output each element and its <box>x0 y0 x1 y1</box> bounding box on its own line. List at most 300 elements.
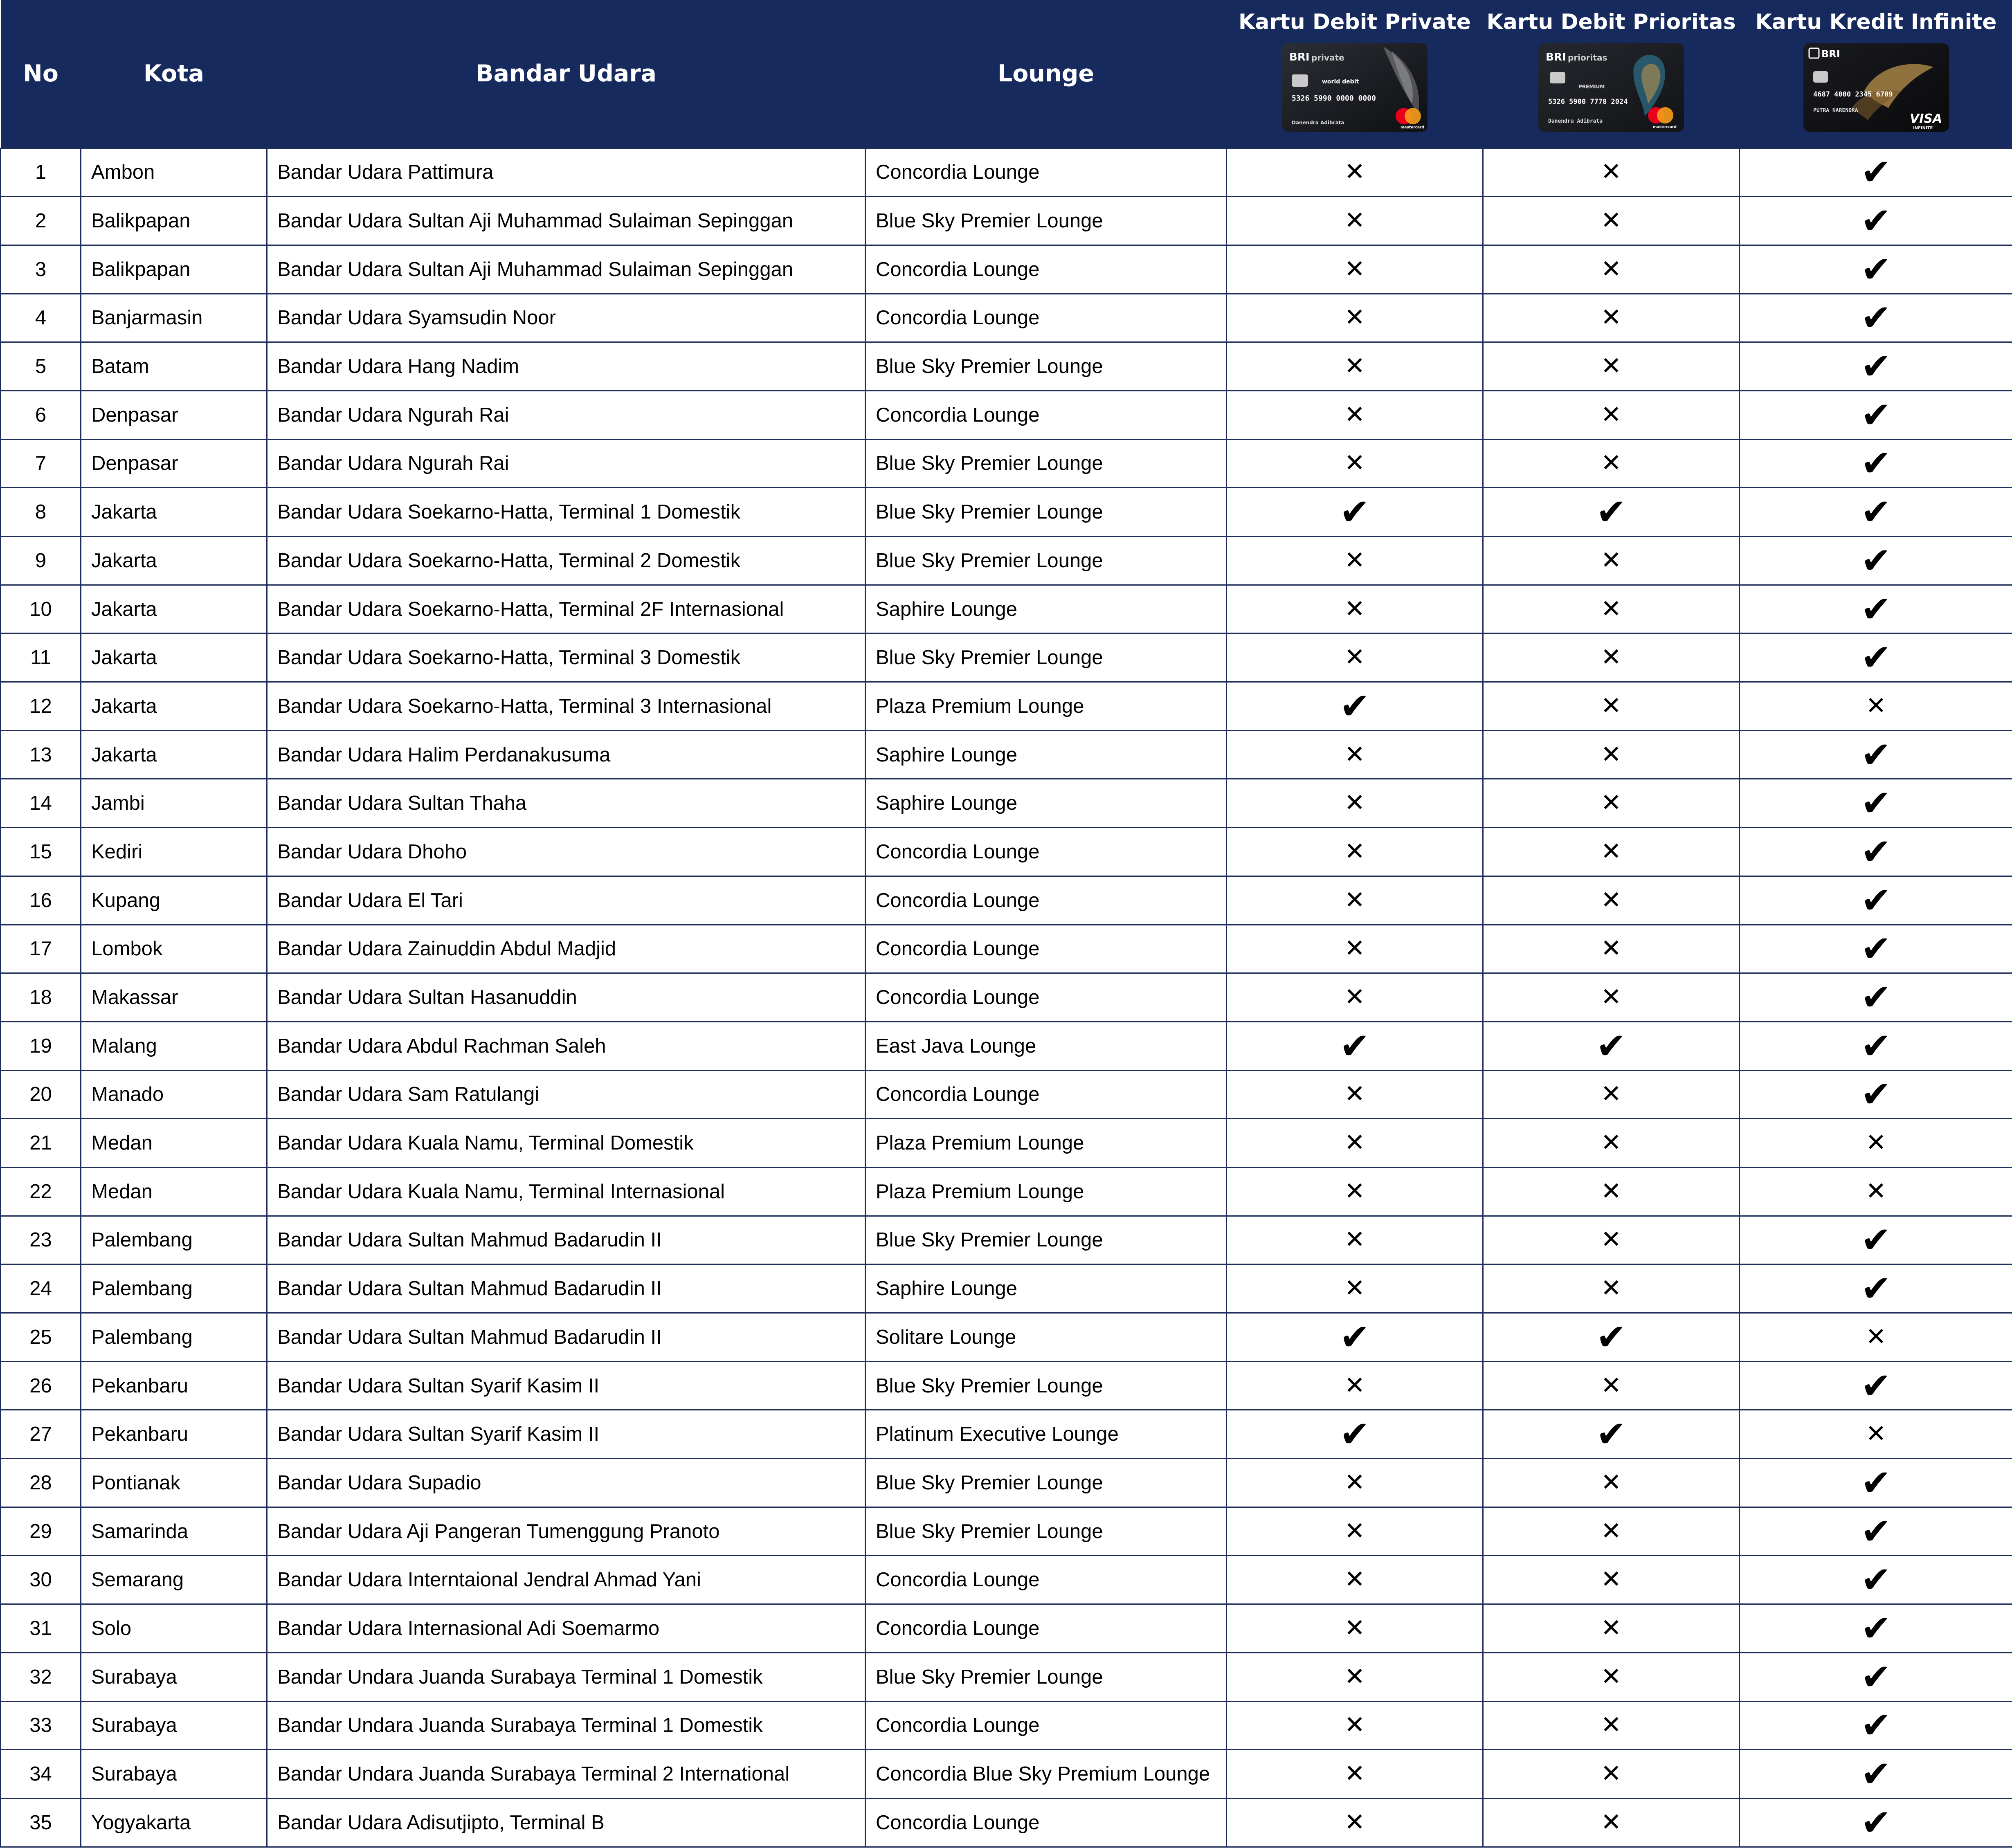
row-prioritas-access <box>1483 391 1740 439</box>
cross-icon: ✕ <box>1344 1371 1365 1400</box>
table-row <box>1 148 2012 197</box>
row-no: 23 <box>1 1216 81 1264</box>
row-kota: Denpasar <box>81 439 267 488</box>
check-icon: ✔ <box>1340 491 1370 533</box>
row-infinite-access <box>1740 1701 2012 1750</box>
row-private-access <box>1227 1119 1483 1168</box>
card-infinite-image <box>1803 43 1950 132</box>
cross-icon: ✕ <box>1601 254 1622 283</box>
cross-icon: ✕ <box>1601 1759 1622 1788</box>
row-lounge: Concordia Lounge <box>865 1070 1227 1119</box>
row-bandara: Bandar Udara Kuala Namu, Terminal Internasional <box>267 1167 865 1216</box>
row-private-access <box>1227 1604 1483 1653</box>
check-icon: ✔ <box>1861 830 1891 873</box>
row-prioritas-access <box>1483 1361 1740 1410</box>
card-private-holder: Danendra Adibrata <box>1292 120 1344 126</box>
row-bandara: Bandar Udara Soekarno-Hatta, Terminal 2F Internasional <box>267 585 865 633</box>
cross-icon: ✕ <box>1601 643 1622 672</box>
row-private-access <box>1227 973 1483 1022</box>
card-prioritas-brand: BRI <box>1546 51 1566 63</box>
row-infinite-access <box>1740 1507 2012 1556</box>
card-private-title: Kartu Debit Private <box>1238 10 1471 34</box>
row-private-access <box>1227 730 1483 779</box>
table-row <box>1 925 2012 973</box>
row-infinite-access <box>1740 1070 2012 1119</box>
row-bandara: Bandar Udara Soekarno-Hatta, Terminal 1 Domestik <box>267 488 865 537</box>
check-icon: ✔ <box>1861 442 1891 485</box>
cross-icon: ✕ <box>1344 837 1365 866</box>
cross-icon: ✕ <box>1344 449 1365 478</box>
row-bandara: Bandar Udara Halim Perdanakusuma <box>267 730 865 779</box>
check-icon: ✔ <box>1861 879 1891 921</box>
row-infinite-access <box>1740 1750 2012 1799</box>
check-icon: ✔ <box>1861 151 1891 193</box>
card-prioritas-chip <box>1550 72 1565 83</box>
table-row <box>1 585 2012 633</box>
row-lounge: East Java Lounge <box>865 1022 1227 1070</box>
row-lounge: Blue Sky Premier Lounge <box>865 197 1227 245</box>
cross-icon: ✕ <box>1601 546 1622 575</box>
row-bandara: Bandar Udara Internasional Adi Soemarmo <box>267 1604 865 1653</box>
row-prioritas-access <box>1483 342 1740 391</box>
row-private-access <box>1227 585 1483 633</box>
cross-icon: ✕ <box>1601 1662 1622 1691</box>
table-row <box>1 1701 2012 1750</box>
row-prioritas-access <box>1483 730 1740 779</box>
card-infinite-holder: PUTRA NARENDRA <box>1813 108 1858 114</box>
row-kota: Makassar <box>81 973 267 1022</box>
cross-icon: ✕ <box>1601 740 1622 769</box>
row-infinite-access <box>1740 488 2012 537</box>
row-infinite-access <box>1740 1313 2012 1362</box>
row-private-access <box>1227 682 1483 731</box>
table-body <box>1 148 2012 1847</box>
table-row <box>1 1313 2012 1362</box>
cross-icon: ✕ <box>1866 1419 1886 1448</box>
row-infinite-access <box>1740 148 2012 197</box>
row-private-access <box>1227 342 1483 391</box>
cross-icon: ✕ <box>1344 1080 1365 1109</box>
row-infinite-access <box>1740 245 2012 294</box>
row-private-access <box>1227 1507 1483 1556</box>
check-icon: ✔ <box>1861 1801 1891 1844</box>
row-lounge: Concordia Lounge <box>865 876 1227 925</box>
header-card-prioritas <box>1483 0 1740 148</box>
row-prioritas-access <box>1483 245 1740 294</box>
row-infinite-access <box>1740 294 2012 342</box>
row-bandara: Bandar Udara Supadio <box>267 1459 865 1507</box>
check-icon: ✔ <box>1861 927 1891 970</box>
card-infinite-network: VISA <box>1909 112 1942 126</box>
row-infinite-access <box>1740 682 2012 731</box>
row-prioritas-access <box>1483 925 1740 973</box>
row-bandara: Bandar Udara Ngurah Rai <box>267 391 865 439</box>
row-bandara: Bandar Udara Sam Ratulangi <box>267 1070 865 1119</box>
row-lounge: Concordia Lounge <box>865 1556 1227 1604</box>
cross-icon: ✕ <box>1344 157 1365 186</box>
row-kota: Palembang <box>81 1264 267 1313</box>
row-private-access <box>1227 1410 1483 1459</box>
card-prioritas-title: Kartu Debit Prioritas <box>1486 10 1736 34</box>
row-infinite-access <box>1740 1119 2012 1168</box>
table-row <box>1 1022 2012 1070</box>
check-icon: ✔ <box>1340 1413 1370 1455</box>
cross-icon: ✕ <box>1344 740 1365 769</box>
row-no: 7 <box>1 439 81 488</box>
card-prioritas-holder: Danendra Adibrata <box>1548 118 1603 124</box>
row-bandara: Bandar Udara Syamsudin Noor <box>267 294 865 342</box>
row-bandara: Bandar Undara Juanda Surabaya Terminal 1 Domestik <box>267 1653 865 1701</box>
cross-icon: ✕ <box>1344 1613 1365 1642</box>
cross-icon: ✕ <box>1344 1468 1365 1497</box>
row-no: 21 <box>1 1119 81 1168</box>
row-infinite-access <box>1740 1459 2012 1507</box>
row-bandara: Bandar Udara Sultan Aji Muhammad Sulaiman Sepinggan <box>267 245 865 294</box>
cross-icon: ✕ <box>1866 1322 1886 1351</box>
table-row <box>1 1167 2012 1216</box>
cross-icon: ✕ <box>1601 983 1622 1012</box>
row-lounge: Saphire Lounge <box>865 730 1227 779</box>
row-kota: Kediri <box>81 828 267 876</box>
row-infinite-access <box>1740 1022 2012 1070</box>
table-row <box>1 1750 2012 1799</box>
row-infinite-access <box>1740 585 2012 633</box>
cross-icon: ✕ <box>1601 1808 1622 1837</box>
row-prioritas-access <box>1483 1022 1740 1070</box>
table-row <box>1 1216 2012 1264</box>
table-row <box>1 1070 2012 1119</box>
table-row <box>1 537 2012 585</box>
cross-icon: ✕ <box>1344 352 1365 381</box>
row-bandara: Bandar Udara Sultan Syarif Kasim II <box>267 1361 865 1410</box>
row-bandara: Bandar Udara Abdul Rachman Saleh <box>267 1022 865 1070</box>
row-no: 35 <box>1 1798 81 1847</box>
row-infinite-access <box>1740 197 2012 245</box>
row-kota: Jakarta <box>81 682 267 731</box>
row-no: 9 <box>1 537 81 585</box>
table-row <box>1 730 2012 779</box>
cross-icon: ✕ <box>1344 934 1365 963</box>
row-no: 20 <box>1 1070 81 1119</box>
card-prioritas-network: mastercard <box>1653 125 1677 129</box>
row-prioritas-access <box>1483 1070 1740 1119</box>
row-prioritas-access <box>1483 1798 1740 1847</box>
row-no: 3 <box>1 245 81 294</box>
table-row <box>1 1604 2012 1653</box>
row-kota: Balikpapan <box>81 197 267 245</box>
cross-icon: ✕ <box>1601 157 1622 186</box>
card-infinite-tier: INFINITE <box>1913 126 1933 130</box>
row-private-access <box>1227 1459 1483 1507</box>
row-lounge: Plaza Premium Lounge <box>865 1167 1227 1216</box>
row-lounge: Concordia Lounge <box>865 973 1227 1022</box>
check-icon: ✔ <box>1861 1607 1891 1649</box>
table-row <box>1 1459 2012 1507</box>
row-prioritas-access <box>1483 537 1740 585</box>
table-row <box>1 876 2012 925</box>
row-infinite-access <box>1740 876 2012 925</box>
row-lounge: Solitare Lounge <box>865 1313 1227 1362</box>
cross-icon: ✕ <box>1344 1662 1365 1691</box>
row-kota: Jakarta <box>81 633 267 682</box>
row-no: 11 <box>1 633 81 682</box>
cross-icon: ✕ <box>1601 1613 1622 1642</box>
check-icon: ✔ <box>1861 248 1891 290</box>
row-kota: Pekanbaru <box>81 1410 267 1459</box>
row-prioritas-access <box>1483 1701 1740 1750</box>
row-lounge: Concordia Lounge <box>865 828 1227 876</box>
row-lounge: Plaza Premium Lounge <box>865 682 1227 731</box>
check-icon: ✔ <box>1861 782 1891 824</box>
row-lounge: Blue Sky Premier Lounge <box>865 1459 1227 1507</box>
row-no: 2 <box>1 197 81 245</box>
row-bandara: Bandar Undara Juanda Surabaya Terminal 2 International <box>267 1750 865 1799</box>
row-bandara: Bandar Udara Adisutjipto, Terminal B <box>267 1798 865 1847</box>
cross-icon: ✕ <box>1344 1808 1365 1837</box>
row-kota: Lombok <box>81 925 267 973</box>
table-header <box>1 0 2012 148</box>
row-prioritas-access <box>1483 1750 1740 1799</box>
cross-icon: ✕ <box>1344 983 1365 1012</box>
row-no: 6 <box>1 391 81 439</box>
card-prioritas-brand-suffix: prioritas <box>1568 53 1607 63</box>
row-infinite-access <box>1740 537 2012 585</box>
row-prioritas-access <box>1483 1653 1740 1701</box>
row-no: 13 <box>1 730 81 779</box>
row-private-access <box>1227 1167 1483 1216</box>
card-prioritas-image <box>1538 43 1685 132</box>
cross-icon: ✕ <box>1601 1565 1622 1594</box>
row-bandara: Bandar Udara Sultan Hasanuddin <box>267 973 865 1022</box>
check-icon: ✔ <box>1861 539 1891 582</box>
row-lounge: Blue Sky Premier Lounge <box>865 439 1227 488</box>
header-row <box>1 0 2012 148</box>
row-kota: Medan <box>81 1119 267 1168</box>
row-prioritas-access <box>1483 488 1740 537</box>
cross-icon: ✕ <box>1601 1516 1622 1545</box>
row-private-access <box>1227 1556 1483 1604</box>
table-row <box>1 391 2012 439</box>
row-infinite-access <box>1740 1798 2012 1847</box>
table-row <box>1 1653 2012 1701</box>
row-prioritas-access <box>1483 197 1740 245</box>
row-kota: Jakarta <box>81 730 267 779</box>
cross-icon: ✕ <box>1866 1177 1886 1206</box>
row-lounge: Concordia Lounge <box>865 391 1227 439</box>
table-row <box>1 488 2012 537</box>
cross-icon: ✕ <box>1601 1225 1622 1254</box>
row-prioritas-access <box>1483 1410 1740 1459</box>
row-prioritas-access <box>1483 1313 1740 1362</box>
row-bandara: Bandar Udara Sultan Thaha <box>267 779 865 828</box>
cross-icon: ✕ <box>1601 934 1622 963</box>
check-icon: ✔ <box>1861 1267 1891 1310</box>
row-bandara: Bandar Udara Kuala Namu, Terminal Domestik <box>267 1119 865 1168</box>
row-prioritas-access <box>1483 682 1740 731</box>
row-private-access <box>1227 197 1483 245</box>
row-prioritas-access <box>1483 1264 1740 1313</box>
check-icon: ✔ <box>1596 491 1626 533</box>
row-lounge: Blue Sky Premier Lounge <box>865 537 1227 585</box>
row-no: 5 <box>1 342 81 391</box>
row-kota: Jakarta <box>81 488 267 537</box>
row-private-access <box>1227 1216 1483 1264</box>
cross-icon: ✕ <box>1344 1565 1365 1594</box>
card-prioritas-number: 5326 5900 7778 2024 <box>1548 98 1628 106</box>
cross-icon: ✕ <box>1601 206 1622 235</box>
row-no: 30 <box>1 1556 81 1604</box>
table-row <box>1 342 2012 391</box>
cross-icon: ✕ <box>1601 400 1622 429</box>
row-kota: Jakarta <box>81 585 267 633</box>
row-no: 24 <box>1 1264 81 1313</box>
cross-icon: ✕ <box>1344 788 1365 817</box>
row-lounge: Concordia Lounge <box>865 148 1227 197</box>
check-icon: ✔ <box>1861 1219 1891 1261</box>
card-private-network: mastercard <box>1401 126 1424 130</box>
cross-icon: ✕ <box>1344 546 1365 575</box>
row-kota: Pontianak <box>81 1459 267 1507</box>
row-infinite-access <box>1740 1216 2012 1264</box>
row-private-access <box>1227 1653 1483 1701</box>
row-lounge: Blue Sky Premier Lounge <box>865 633 1227 682</box>
cross-icon: ✕ <box>1601 352 1622 381</box>
row-no: 28 <box>1 1459 81 1507</box>
row-infinite-access <box>1740 1653 2012 1701</box>
header-lounge: Lounge <box>865 0 1227 148</box>
row-bandara: Bandar Udara Sultan Mahmud Badarudin II <box>267 1313 865 1362</box>
row-lounge: Concordia Lounge <box>865 1701 1227 1750</box>
row-bandara: Bandar Udara Soekarno-Hatta, Terminal 2 Domestik <box>267 537 865 585</box>
cross-icon: ✕ <box>1866 691 1886 720</box>
check-icon: ✔ <box>1861 733 1891 776</box>
row-no: 18 <box>1 973 81 1022</box>
table-row <box>1 1264 2012 1313</box>
row-lounge: Saphire Lounge <box>865 1264 1227 1313</box>
row-lounge: Concordia Lounge <box>865 1604 1227 1653</box>
row-kota: Malang <box>81 1022 267 1070</box>
card-prioritas-tier: PREMIUM <box>1578 84 1605 90</box>
row-bandara: Bandar Udara Zainuddin Abdul Madjid <box>267 925 865 973</box>
row-private-access <box>1227 925 1483 973</box>
row-infinite-access <box>1740 1264 2012 1313</box>
check-icon: ✔ <box>1596 1024 1626 1067</box>
check-icon: ✔ <box>1861 1461 1891 1504</box>
row-private-access <box>1227 633 1483 682</box>
table-row <box>1 1361 2012 1410</box>
row-private-access <box>1227 148 1483 197</box>
row-infinite-access <box>1740 1361 2012 1410</box>
cross-icon: ✕ <box>1601 885 1622 914</box>
row-private-access <box>1227 439 1483 488</box>
row-no: 12 <box>1 682 81 731</box>
check-icon: ✔ <box>1861 345 1891 388</box>
cross-icon: ✕ <box>1601 837 1622 866</box>
row-kota: Solo <box>81 1604 267 1653</box>
row-prioritas-access <box>1483 1604 1740 1653</box>
row-no: 22 <box>1 1167 81 1216</box>
row-kota: Pekanbaru <box>81 1361 267 1410</box>
row-prioritas-access <box>1483 294 1740 342</box>
cross-icon: ✕ <box>1601 691 1622 720</box>
row-bandara: Bandar Udara Ngurah Rai <box>267 439 865 488</box>
card-private-image <box>1281 43 1428 132</box>
table-row <box>1 1410 2012 1459</box>
check-icon: ✔ <box>1861 588 1891 630</box>
check-icon: ✔ <box>1861 1510 1891 1552</box>
cross-icon: ✕ <box>1344 254 1365 283</box>
row-prioritas-access <box>1483 876 1740 925</box>
check-icon: ✔ <box>1340 1024 1370 1067</box>
table-row <box>1 779 2012 828</box>
check-icon: ✔ <box>1596 1316 1626 1358</box>
row-infinite-access <box>1740 1604 2012 1653</box>
cross-icon: ✕ <box>1601 303 1622 332</box>
cross-icon: ✕ <box>1344 1225 1365 1254</box>
row-prioritas-access <box>1483 1216 1740 1264</box>
row-infinite-access <box>1740 633 2012 682</box>
row-no: 15 <box>1 828 81 876</box>
cross-icon: ✕ <box>1344 1177 1365 1206</box>
cross-icon: ✕ <box>1601 1128 1622 1157</box>
cross-icon: ✕ <box>1601 1177 1622 1206</box>
row-infinite-access <box>1740 1167 2012 1216</box>
cross-icon: ✕ <box>1601 1711 1622 1740</box>
row-no: 25 <box>1 1313 81 1362</box>
row-no: 26 <box>1 1361 81 1410</box>
row-no: 31 <box>1 1604 81 1653</box>
cross-icon: ✕ <box>1344 643 1365 672</box>
row-no: 1 <box>1 148 81 197</box>
row-no: 34 <box>1 1750 81 1799</box>
row-prioritas-access <box>1483 633 1740 682</box>
row-no: 16 <box>1 876 81 925</box>
table-row <box>1 197 2012 245</box>
row-kota: Surabaya <box>81 1701 267 1750</box>
row-bandara: Bandar Udara Soekarno-Hatta, Terminal 3 Internasional <box>267 682 865 731</box>
row-prioritas-access <box>1483 973 1740 1022</box>
row-bandara: Bandar Undara Juanda Surabaya Terminal 1 Domestik <box>267 1701 865 1750</box>
cross-icon: ✕ <box>1601 1274 1622 1303</box>
row-lounge: Blue Sky Premier Lounge <box>865 488 1227 537</box>
row-kota: Manado <box>81 1070 267 1119</box>
row-kota: Palembang <box>81 1313 267 1362</box>
check-icon: ✔ <box>1861 1655 1891 1698</box>
row-kota: Surabaya <box>81 1653 267 1701</box>
row-infinite-access <box>1740 925 2012 973</box>
row-infinite-access <box>1740 391 2012 439</box>
row-lounge: Platinum Executive Lounge <box>865 1410 1227 1459</box>
cross-icon: ✕ <box>1344 1711 1365 1740</box>
table-row <box>1 294 2012 342</box>
row-private-access <box>1227 1022 1483 1070</box>
row-bandara: Bandar Udara El Tari <box>267 876 865 925</box>
row-prioritas-access <box>1483 1167 1740 1216</box>
row-no: 19 <box>1 1022 81 1070</box>
row-lounge: Blue Sky Premier Lounge <box>865 342 1227 391</box>
row-bandara: Bandar Udara Soekarno-Hatta, Terminal 3 Domestik <box>267 633 865 682</box>
row-no: 8 <box>1 488 81 537</box>
row-infinite-access <box>1740 730 2012 779</box>
table-row <box>1 1556 2012 1604</box>
row-private-access <box>1227 245 1483 294</box>
row-kota: Jakarta <box>81 537 267 585</box>
check-icon: ✔ <box>1861 636 1891 679</box>
row-bandara: Bandar Udara Sultan Aji Muhammad Sulaiman Sepinggan <box>267 197 865 245</box>
row-lounge: Plaza Premium Lounge <box>865 1119 1227 1168</box>
cross-icon: ✕ <box>1344 303 1365 332</box>
table-row <box>1 1507 2012 1556</box>
